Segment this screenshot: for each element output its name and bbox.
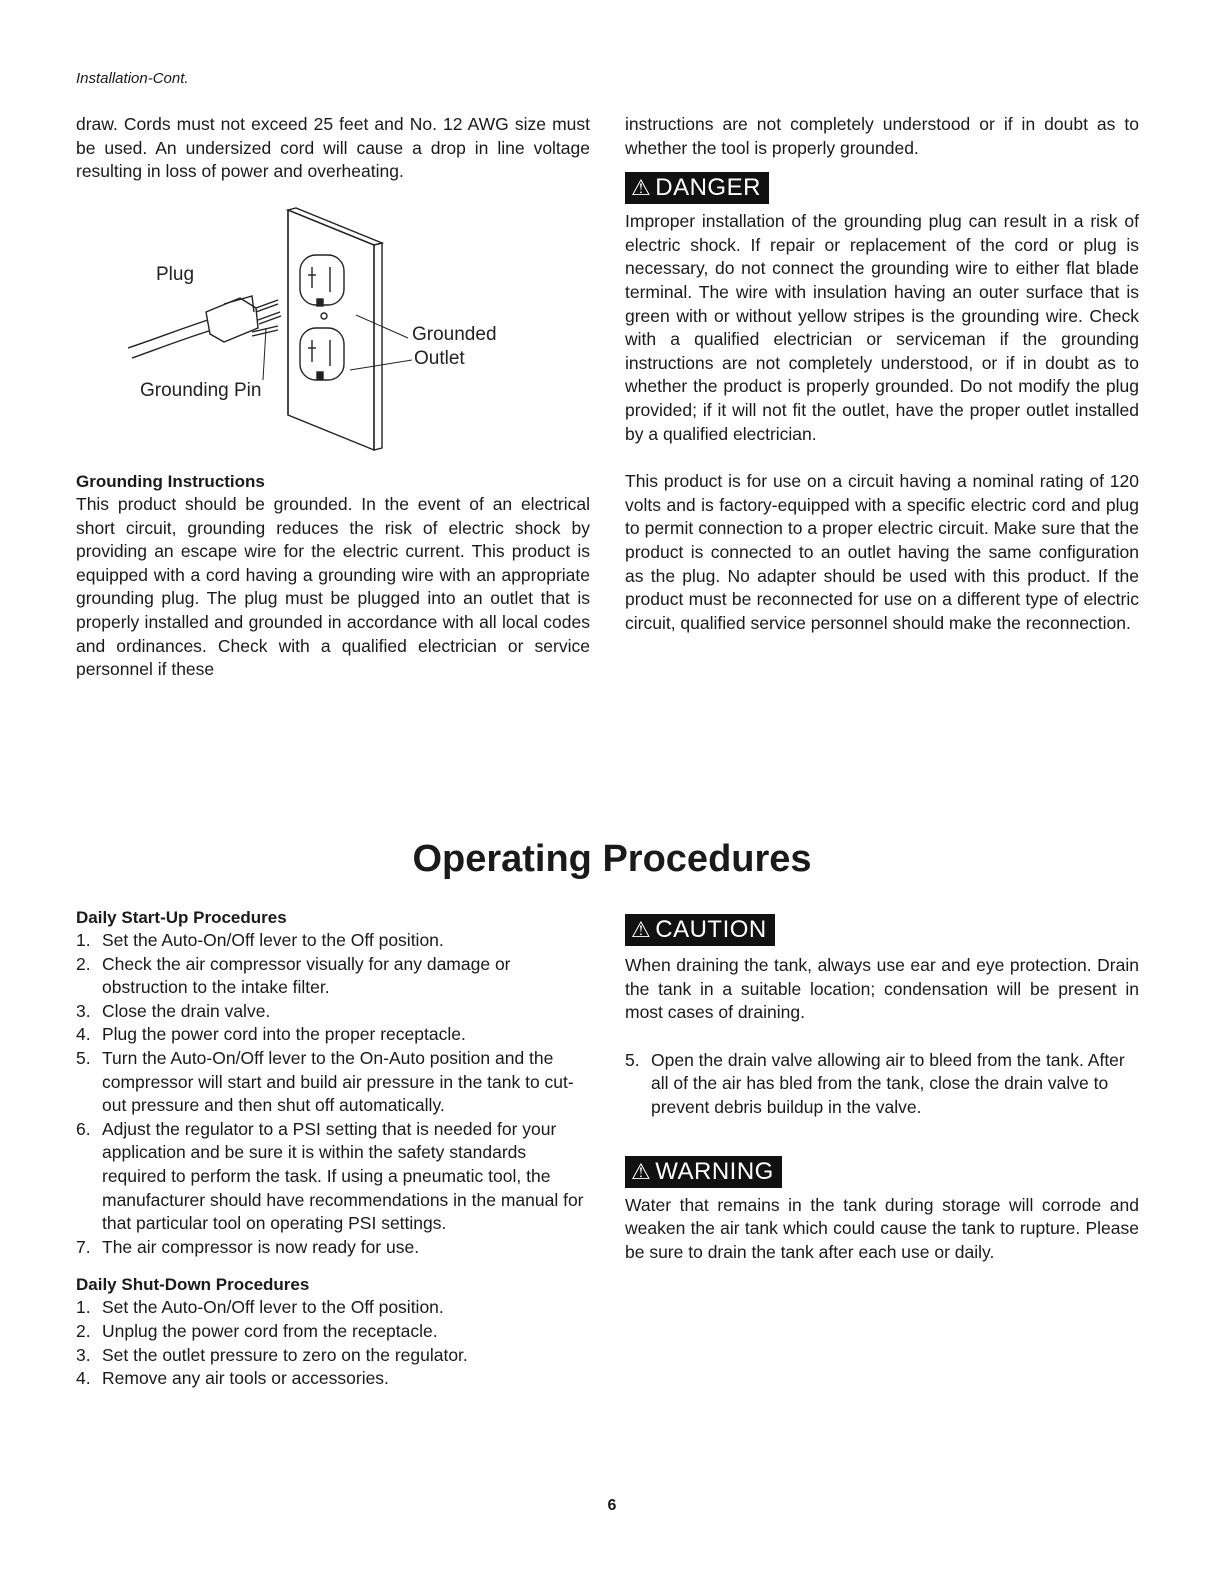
warning-triangle-icon: ⚠ bbox=[631, 1158, 652, 1184]
grounding-paragraph: This product should be grounded. In the event of an electrical short circuit, grounding reduces the risk of electric shock by providing an escape wire for the electric current. This product is equipped with a cord having a grounding wire with an appropriate grounding plug. The plug must be plugged into an outlet that is properly installed and grounded in accordance with all local codes and ordinances. Check with a qualified electrician or service personnel if these bbox=[76, 494, 590, 680]
startup-steps bbox=[76, 929, 590, 1259]
startup-heading: Daily Start-Up Procedures bbox=[76, 908, 287, 927]
warning-badge: ⚠ WARNING bbox=[625, 1156, 782, 1188]
list-item: 7. The air compressor is now ready for use. bbox=[76, 1236, 420, 1257]
grounding-continuation: instructions are not completely understood or if in doubt as to whether the tool is properly grounded. bbox=[625, 114, 1139, 158]
procedures-column bbox=[76, 906, 590, 1391]
caution-badge: ⚠ CAUTION bbox=[625, 914, 775, 946]
list-item: 2. Check the air compressor visually for any damage or obstruction to the intake filter. bbox=[76, 953, 511, 998]
right-column-top bbox=[625, 113, 1139, 635]
list-item: 3. Set the outlet pressure to zero on the regulator. bbox=[76, 1344, 468, 1365]
list-item: 5. Turn the Auto-On/Off lever to the On-Auto position and the compressor will start and build air pressure in the tank to cut-out pressure and then shut off automatically. bbox=[76, 1047, 574, 1116]
grounded-plug-outlet-diagram bbox=[128, 200, 528, 462]
cord-intro-paragraph: draw. Cords must not exceed 25 feet and No. 12 AWG size must be used. An undersized cord will cause a drop in line voltage resulting in loss of power and overheating. bbox=[76, 114, 590, 182]
grounding-instructions-section bbox=[76, 470, 590, 682]
grounding-pin-label: Grounding Pin bbox=[140, 380, 262, 401]
outlet-plate bbox=[288, 208, 382, 450]
warning-triangle-icon: ⚠ bbox=[631, 917, 652, 942]
list-item: 1. Set the Auto-On/Off lever to the Off position. bbox=[76, 930, 444, 950]
list-item: 6. Adjust the regulator to a PSI setting that is needed for your application and be sure it is within the safety standards required to perform the task. If using a pneumatic tool, the manufacturer should have recommendations in the manual for that particular tool on operating PSI settings. bbox=[76, 1118, 584, 1234]
grounded-label: Grounded bbox=[412, 324, 497, 345]
section-title: Operating Procedures bbox=[412, 838, 812, 880]
list-item: 4. Plug the power cord into the proper receptacle. bbox=[76, 1024, 466, 1045]
plug-illustration bbox=[128, 296, 281, 358]
shutdown-heading: Daily Shut-Down Procedures bbox=[76, 1275, 310, 1295]
list-item: 5. Open the drain valve allowing air to bleed from the tank. After all of the air has bled from the tank, close the drain valve to prevent debris buildup in the valve. bbox=[625, 1049, 1125, 1117]
left-column-top bbox=[76, 113, 590, 184]
shutdown-steps bbox=[76, 1296, 590, 1390]
list-item: 1. Set the Auto-On/Off lever to the Off position. bbox=[76, 1297, 444, 1318]
page-number: 6 bbox=[607, 1497, 617, 1514]
warning-triangle-icon: ⚠ bbox=[631, 175, 652, 201]
circuit-paragraph: This product is for use on a circuit having a nominal rating of 120 volts and is factory-equipped with a specific electric cord and plug to permit connection to a proper electric circuit. Make sure that the product is connected to an outlet having the same configuration as the plug. No adapter should be used with this product. If the product must be reconnected for use on a different type of electric circuit, qualified service personnel should make the reconnection. bbox=[625, 471, 1139, 633]
danger-paragraph: Improper installation of the grounding plug can result in a risk of electric shock. If repair or replacement of the cord or plug is necessary, do not connect the grounding wire to either flat blade terminal. The wire with insulation having an outer surface that is green with or without yellow stripes is the grounding wire. Check with a qualified electrician or serviceman if the grounding instructions are not completely understood, or if in doubt as to whether the product is properly grounded. Do not modify the plug provided; if it will not fit the outlet, have the proper outlet installed by a qualified electrician. bbox=[625, 211, 1139, 444]
outlet-label: Outlet bbox=[414, 348, 465, 369]
list-item: 4. Remove any air tools or accessories. bbox=[76, 1368, 389, 1389]
running-header: Installation-Cont. bbox=[76, 70, 189, 87]
grounding-heading: Grounding Instructions bbox=[76, 472, 265, 491]
danger-badge: ⚠ DANGER bbox=[625, 172, 769, 204]
drain-step bbox=[625, 1049, 1139, 1120]
warning-paragraph: Water that remains in the tank during storage will corrode and weaken the air tank which could cause the tank to rupture. Please be sure to drain the tank after each use or daily. bbox=[625, 1194, 1139, 1262]
plug-label: Plug bbox=[156, 264, 195, 285]
list-item: 2. Unplug the power cord from the receptacle. bbox=[76, 1320, 438, 1341]
list-item: 3. Close the drain valve. bbox=[76, 1000, 271, 1021]
right-column-bottom bbox=[625, 914, 1139, 1264]
leader-lines bbox=[263, 315, 412, 380]
caution-paragraph: When draining the tank, always use ear and eye protection. Drain the tank in a suitable location; condensation will be present in most cases of draining. bbox=[625, 955, 1139, 1023]
